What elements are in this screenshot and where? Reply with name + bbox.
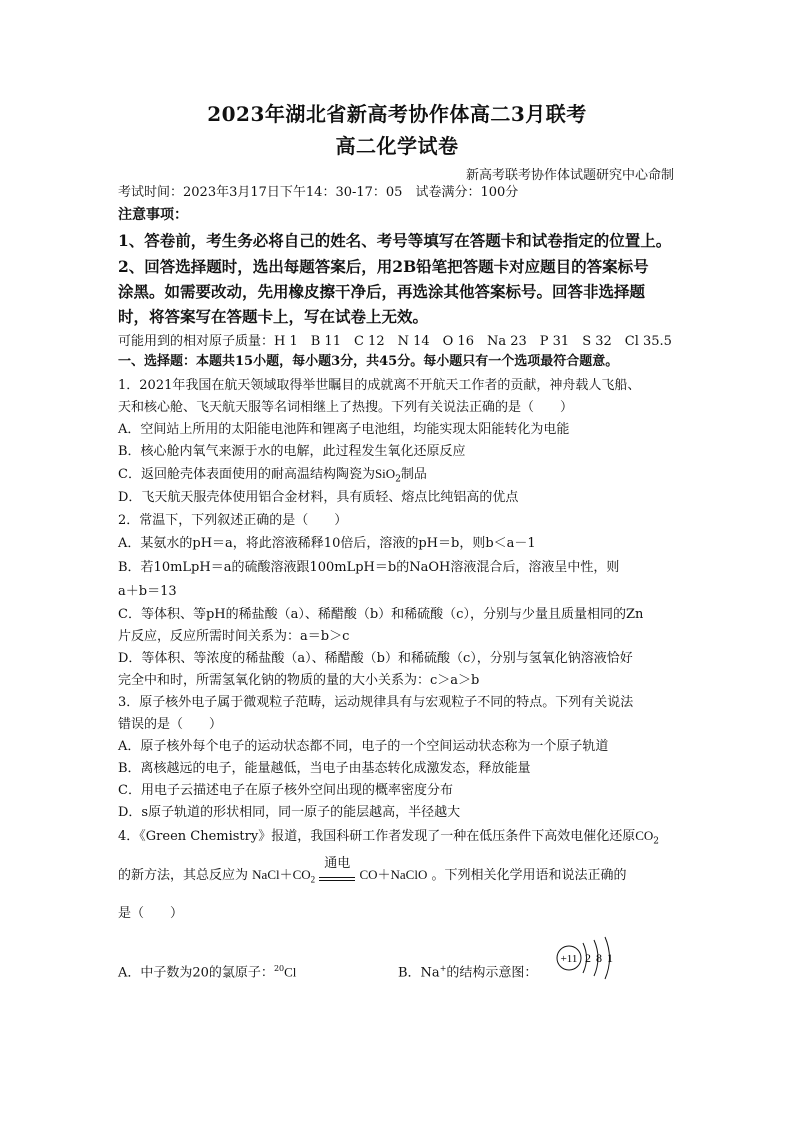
q2-option-b-line1: B．若10mLpH＝a的硫酸溶液跟100mLpH＝b的NaOH溶液混合后，溶液呈中性，则 — [118, 560, 620, 575]
shell-electrons-2: 8 — [596, 951, 602, 965]
q4-stem-line3: 是（ ） — [118, 906, 184, 921]
q4-reactants: $NaCl+CO_2$ — [252, 867, 316, 885]
q2-stem: 2．常温下，下列叙述正确的是（ ） — [118, 513, 348, 528]
q1-option-b: B．核心舱内氧气来源于水的电解，此过程发生氧化还原反应 — [118, 444, 466, 459]
q2-option-d-line2: 完全中和时，所需氢氧化钠的物质的量的大小关系为：c＞a＞b — [118, 673, 480, 688]
q3-option-c: C．用电子云描述电子在原子核外空间出现的概率密度分布 — [118, 783, 453, 798]
q1-stem-line1: 1．2021年我国在航天领域取得举世瞩目的成就离不开航天工作者的贡献，神舟载人飞船、 — [118, 378, 641, 393]
q3-option-b: B．离核越远的电子，能量越低，当电子由基态转化成激发态，释放能量 — [118, 761, 531, 776]
q2-option-c-line2: 片反应，反应所需时间关系为：a＝b＞c — [118, 629, 350, 644]
q4-option-b: B．Na+的结构示意图： — [398, 964, 538, 981]
exam-org: 新高考联考协作体试题研究中心命制 — [465, 168, 674, 183]
section-heading: 一、选择题：本题共15小题，每小题3分，共45分。每小题只有一个选项最符合题意。 — [118, 354, 619, 369]
notice-item-2: 2、回答选择题时，选出每题答案后，用2B铅笔把答题卡对应题目的答案标号 — [118, 257, 649, 276]
q1-option-a: A．空间站上所用的太阳能电池阵和锂离子电池组，均能实现太阳能转化为电能 — [118, 422, 570, 437]
q4-products: CO＋NaClO — [359, 867, 428, 882]
q2-option-b-line2: a＋b＝13 — [118, 584, 177, 599]
q3-stem-line1: 3．原子核外电子属于微观粒子范畴，运动规律具有与宏观粒子不同的特点。下列有关说法 — [118, 695, 634, 710]
q3-option-d: D．s原子轨道的形状相同，同一原子的能层越高，半径越大 — [118, 805, 461, 820]
q3-option-a: A．原子核外每个电子的运动状态都不同，电子的一个空间运动状态称为一个原子轨道 — [118, 739, 609, 754]
notice-heading: 注意事项： — [118, 207, 188, 223]
exam-title: 2023年湖北省新高考协作体高二3月联考 — [207, 102, 587, 126]
q3-stem-line2: 错误的是（ ） — [118, 717, 223, 732]
reaction-arrow: 通电 — [319, 871, 355, 881]
q2-option-c-line1: C．等体积、等pH的稀盐酸（a）、稀醋酸（b）和稀硫酸（c），分别与少量且质量相同的Zn — [118, 607, 644, 622]
shell-electrons-3: 1 — [607, 951, 613, 965]
q2-option-d-line1: D．等体积、等浓度的稀盐酸（a）、稀醋酸（b）和稀硫酸（c），分别与氢氧化钠溶液恰好 — [118, 651, 633, 666]
exam-info: 考试时间：2023年3月17日下午14：30-17：05 试卷满分：100分 — [118, 185, 519, 200]
notice-item-4: 时，将答案写在答题卡上，写在试卷上无效。 — [118, 307, 429, 326]
atomic-masses: 可能用到的相对原子质量：H 1 B 11 C 12 N 14 O 16 Na 23 P 31 S 32 Cl 35.5 — [118, 334, 672, 349]
notice-item-3: 涂黑。如需要改动，先用橡皮擦干净后，再选涂其他答案标号。回答非选择题 — [118, 282, 646, 301]
na-ion-structure-diagram — [553, 935, 623, 981]
nucleus-charge: +11 — [560, 953, 578, 965]
notice-item-1: 1、答卷前，考生务必将自己的姓名、考号等填写在答题卡和试卷指定的位置上。 — [118, 231, 672, 250]
q4-stem-line2: 的新方法，其总反应为 $NaCl+CO_2$ 通电 CO＋NaClO 。下列相关化学用语和说法正确的 — [118, 855, 627, 885]
q4-option-a: A．中子数为20的氯原子：$^{20}$Cl — [118, 964, 297, 981]
q2-option-a: A．某氨水的pH＝a，将此溶液稀释10倍后，溶液的pH＝b，则b＜a－1 — [118, 536, 536, 551]
exam-subtitle: 高二化学试卷 — [335, 134, 459, 158]
q1-option-c: C．返回舱壳体表面使用的耐高温结构陶瓷为SiO$_2$制品 — [118, 466, 427, 485]
q4-stem-line1: 4．《Green Chemistry》报道，我国科研工作者发现了一种在低压条件下高效电催化还原$CO_2$ — [118, 828, 660, 847]
shell-electrons-1: 2 — [585, 951, 591, 965]
q1-stem-line2: 天和核心舱、飞天航天服等名词相继上了热搜。下列有关说法正确的是（ ） — [118, 400, 574, 415]
q1-option-d: D．飞天航天服壳体使用铝合金材料，具有质轻、熔点比纯铝高的优点 — [118, 490, 519, 505]
